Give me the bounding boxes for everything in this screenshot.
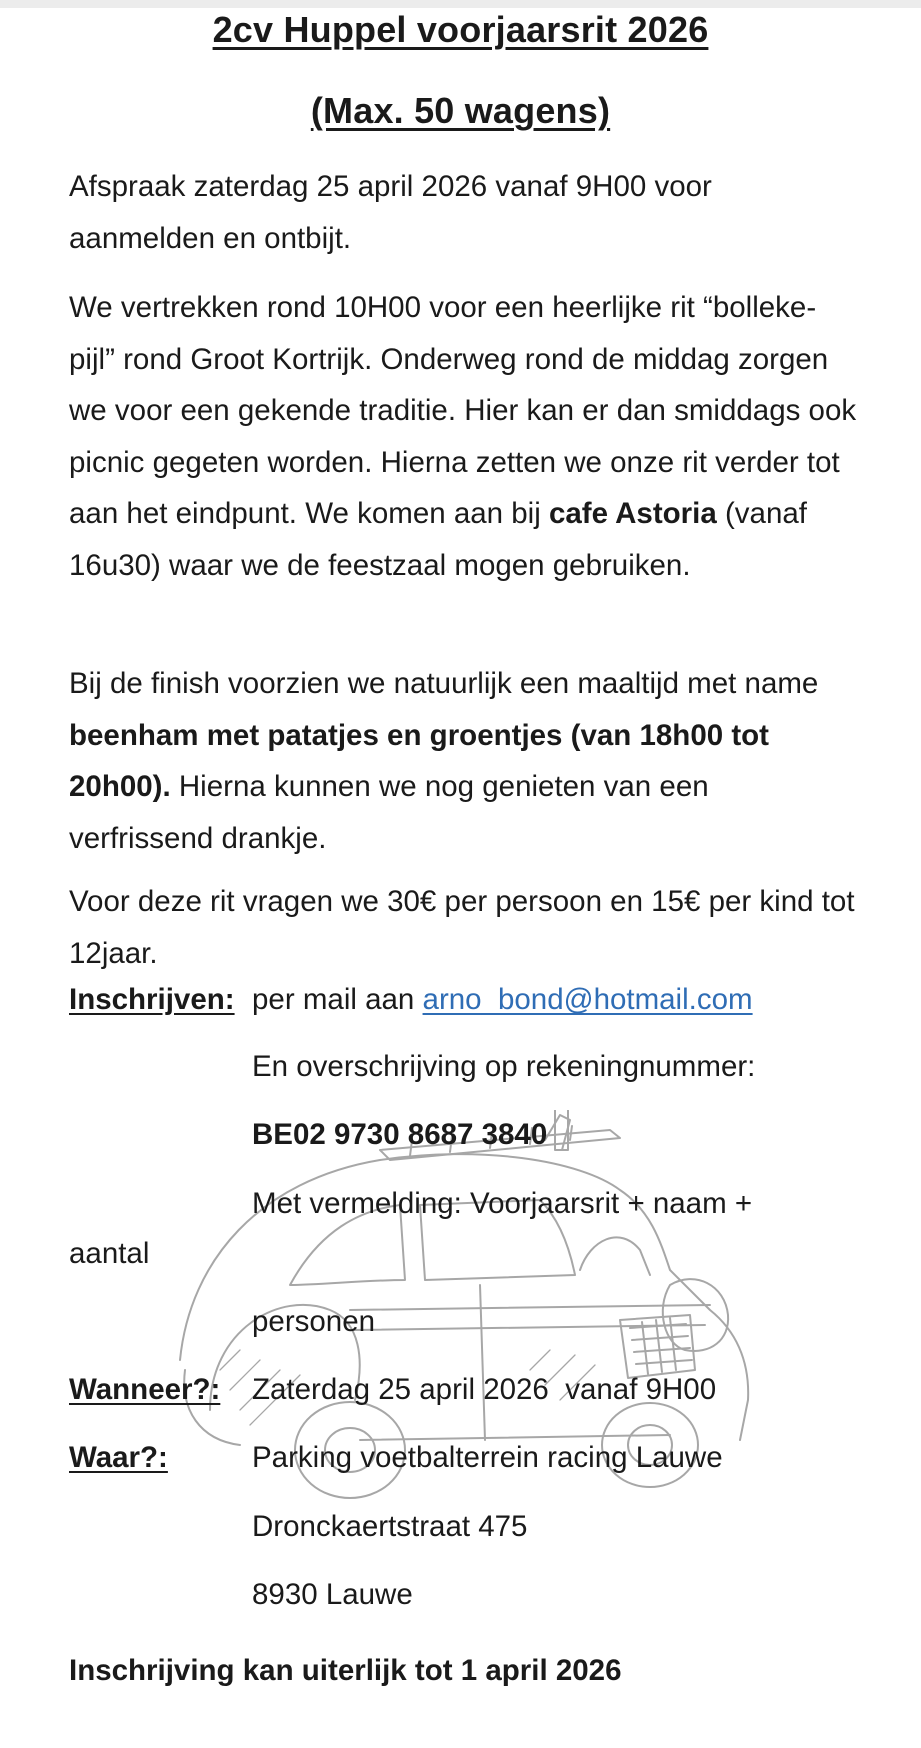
registration-mail-line — [252, 980, 753, 1020]
meal-paragraph — [69, 658, 859, 864]
transfer-line: En overschrijving op rekeningnummer: — [252, 1050, 756, 1083]
mention-wrap: aantal — [69, 1237, 150, 1270]
account-number: BE02 9730 8687 3840 — [252, 1118, 548, 1151]
when-label: Wanneer?: — [69, 1373, 221, 1406]
where-label: Waar?: — [69, 1441, 168, 1474]
mail-prefix: per mail aan — [252, 983, 423, 1016]
where-line-3: 8930 Lauwe — [252, 1578, 413, 1611]
mention-line: Met vermelding: Voorjaarsrit + naam + — [252, 1187, 753, 1220]
route-paragraph — [69, 282, 859, 591]
page-title: 2cv Huppel voorjaarsrit 2026 — [212, 9, 709, 50]
email-link[interactable]: arno_bond@hotmail.com — [422, 983, 753, 1016]
deadline-notice: Inschrijving kan uiterlijk tot 1 april 2026 — [69, 1654, 622, 1687]
venue-name: cafe Astoria — [548, 497, 717, 530]
meal-details: beenham met patatjes en groentjes (van 18h00 tot 20h00). — [69, 718, 770, 803]
where-line-1: Parking voetbalterrein racing Lauwe — [252, 1441, 723, 1474]
route-text-end: (vanaf 16u30) waar we de feestzaal mogen gebruiken. — [69, 497, 807, 582]
price-paragraph: Voor deze rit vragen we 30€ per persoon en 15€ per kind tot 12jaar. — [69, 885, 855, 970]
top-edge — [0, 0, 921, 8]
mention-end: personen — [252, 1305, 376, 1338]
registration-label: Inschrijven: — [69, 983, 235, 1016]
page-subtitle: (Max. 50 wagens) — [310, 90, 611, 131]
when-value: Zaterdag 25 april 2026 vanaf 9H00 — [252, 1373, 717, 1406]
meal-text-end: Hierna kunnen we nog genieten van een verfrissend drankje. — [69, 770, 709, 855]
where-line-2: Dronckaertstraat 475 — [252, 1510, 528, 1543]
meal-text-start: Bij de finish voorzien we natuurlijk een maaltijd met name — [69, 667, 819, 700]
intro-paragraph: Afspraak zaterdag 25 april 2026 vanaf 9H00 voor aanmelden en ontbijt. — [69, 170, 712, 255]
route-text-start: We vertrekken rond 10H00 voor een heerlijke rit “bolleke-pijl” rond Groot Kortrijk. Onderweg rond de middag zorgen we voor een gekende traditie. Hier kan er dan smiddags ook picnic gegeten worden. Hierna zetten we onze rit verder tot aan het eindpunt. We komen aan bij — [69, 291, 857, 530]
